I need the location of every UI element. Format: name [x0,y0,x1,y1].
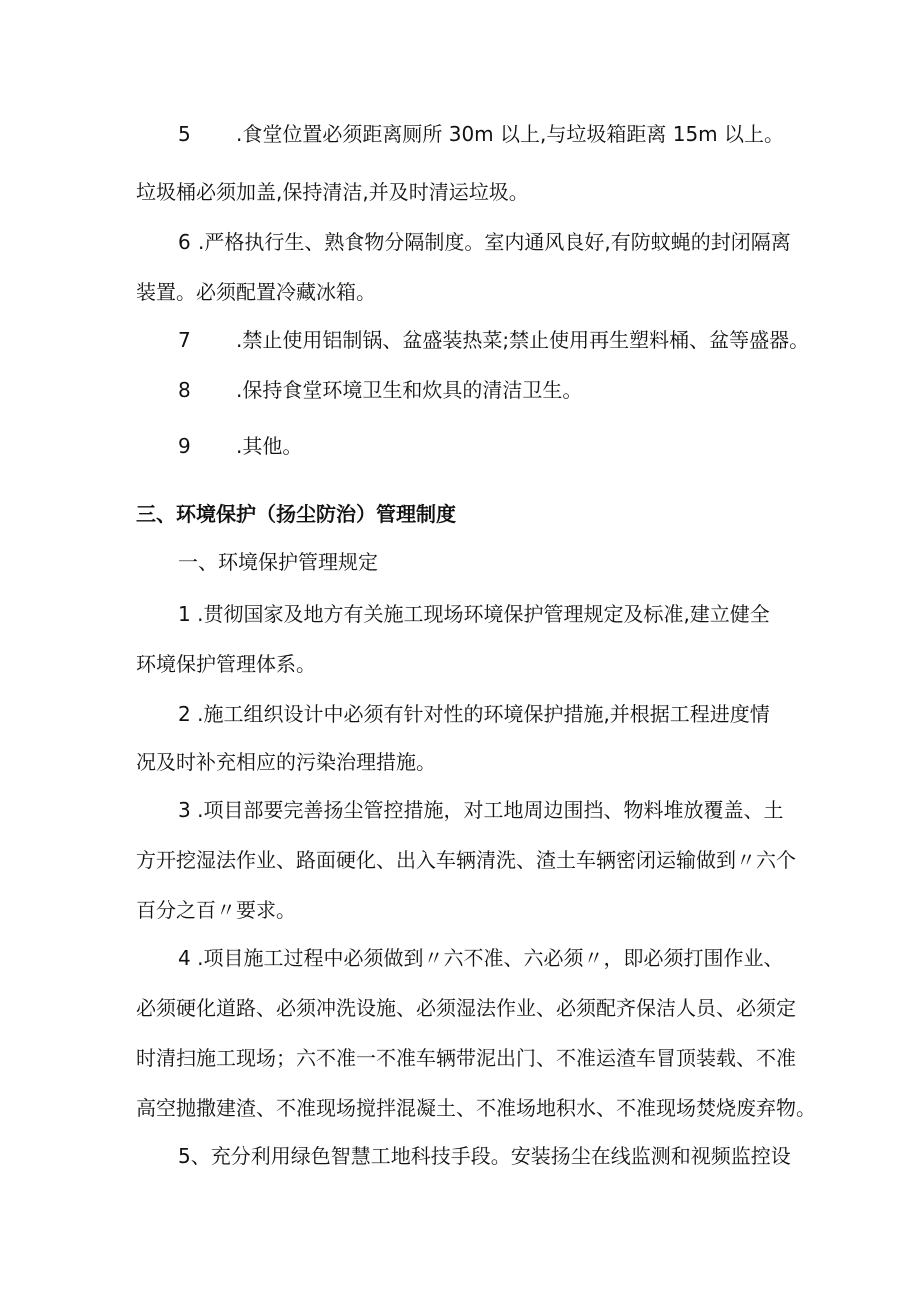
paragraph-line: 方开挖湿法作业、路面硬化、出入车辆清洗、渣土车辆密闭运输做到〃六个 [136,848,796,872]
paragraph-line: 1 .贯彻国家及地方有关施工现场环境保护管理规定及标准,建立健全 [178,602,770,626]
list-item-text: .保持食堂环境卫生和炊具的清洁卫生。 [236,378,583,402]
paragraph-line: 5、充分利用绿色智慧工地科技手段。安装扬尘在线监测和视频监控设 [178,1144,791,1168]
subsection-heading: 一、环境保护管理规定 [178,550,378,574]
list-item-text: .其他。 [236,434,303,458]
paragraph-line: 环境保护管理体系。 [136,652,316,676]
paragraph-line: 百分之百〃要求。 [136,898,296,922]
paragraph-line: 时清扫施工现场；六不准一不准车辆带泥出门、不准运渣车冒顶装载、不准 [136,1046,796,1070]
list-number: 7 [178,328,191,352]
list-number: 6 [178,230,191,254]
paragraph-continuation: 装置。必须配置冷藏冰箱。 [136,280,376,304]
paragraph-line: 必须硬化道路、必须冲洗设施、必须湿法作业、必须配齐保洁人员、必须定 [136,996,796,1020]
paragraph-continuation: 垃圾桶必须加盖,保持清洁,并及时清运垃圾。 [136,180,529,204]
list-number: 9 [178,434,191,458]
section-heading: 三、环境保护（扬尘防治）管理制度 [136,502,456,526]
list-item-text: .食堂位置必须距离厕所 30m 以上,与垃圾箱距离 15m 以上。 [236,122,785,146]
paragraph-line: 2 .施工组织设计中必须有针对性的环境保护措施,并根据工程进度情 [178,702,770,726]
list-item-text: .禁止使用铝制锅、盆盛装热菜;禁止使用再生塑料桶、盆等盛器。 [236,328,810,352]
list-item-text: .严格执行生、熟食物分隔制度。室内通风良好,有防蚊蝇的封闭隔离 [198,230,791,254]
paragraph-line: 况及时补充相应的污染治理措施。 [136,750,436,774]
paragraph-line: 3 .项目部要完善扬尘管控措施，对工地周边围挡、物料堆放覆盖、土 [178,798,784,822]
list-number: 5 [178,122,191,146]
paragraph-line: 高空抛撒建渣、不准现场搅拌混凝土、不准场地积水、不准现场焚烧废弃物。 [136,1096,816,1120]
paragraph-line: 4 .项目施工过程中必须做到〃六不准、六必须〃，即必须打围作业、 [178,946,784,970]
list-number: 8 [178,378,191,402]
